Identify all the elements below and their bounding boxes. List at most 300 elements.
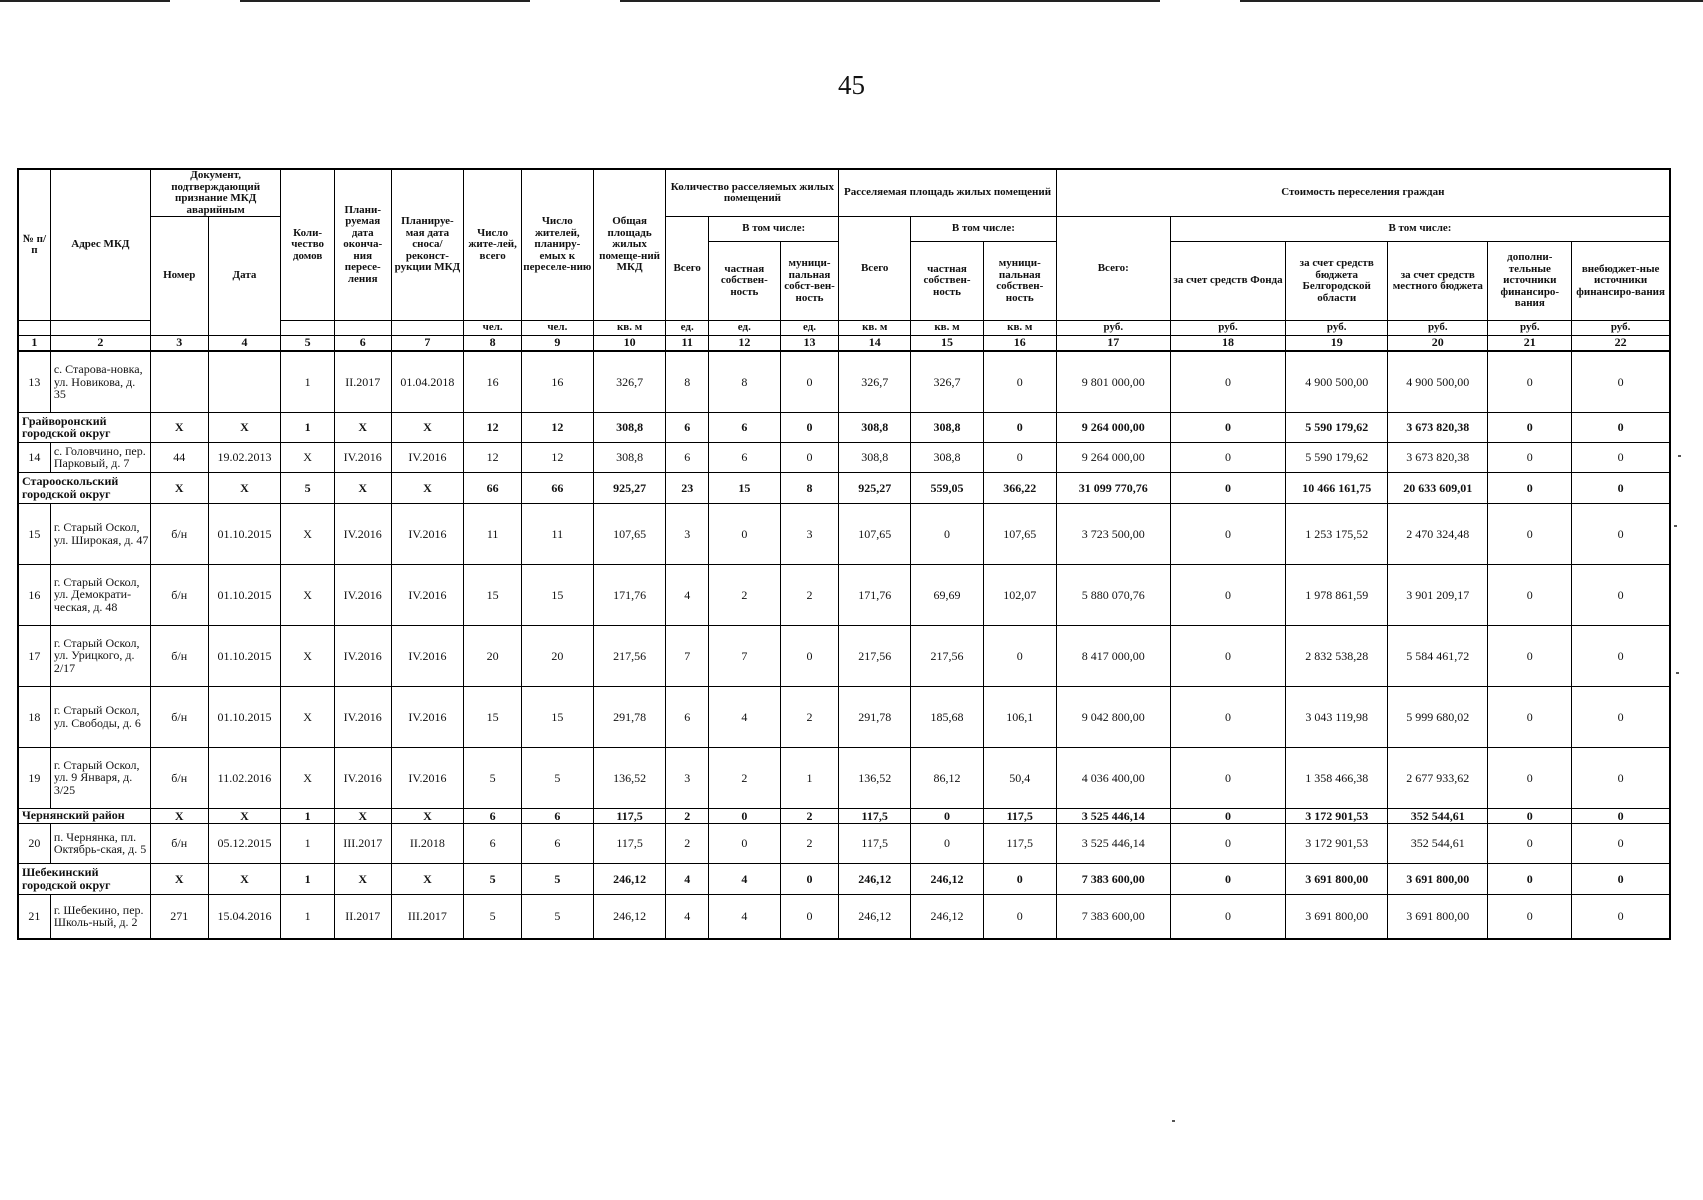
table-cell: 6 [666,412,708,442]
table-cell: X [281,686,335,747]
table-cell: 3 673 820,38 [1388,412,1488,442]
table-cell: 6 [708,412,780,442]
table-cell: X [391,412,464,442]
table-cell: X [281,442,335,472]
table-cell: 0 [1572,564,1670,625]
table-cell: 9 042 800,00 [1056,686,1170,747]
table-cell: X [391,863,464,894]
table-cell: 308,8 [911,412,984,442]
table-cell: 4 [708,894,780,939]
header-residents-total: Число жите-лей, всего [464,169,522,321]
unit-cell: ед. [780,321,839,336]
units-cell [50,321,150,336]
table-cell: 0 [1572,863,1670,894]
table-cell: 308,8 [911,442,984,472]
table-cell: 0 [1488,894,1572,939]
table-cell: 3 673 820,38 [1388,442,1488,472]
table-cell: 117,5 [593,823,666,863]
table-cell: 0 [1572,351,1670,412]
table-cell: 1 [281,894,335,939]
table-cell: 6 [521,808,593,823]
table-cell: 326,7 [839,351,911,412]
table-cell: X [150,472,208,503]
table-cell: X [281,625,335,686]
table-cell: 5 [464,894,522,939]
table-cell: 0 [1572,503,1670,564]
table-cell: X [334,412,391,442]
table-cell: 352 544,61 [1388,808,1488,823]
table-row [18,747,1670,808]
table-cell: 11.02.2016 [208,747,281,808]
table-cell: 291,78 [593,686,666,747]
table-cell: 217,56 [839,625,911,686]
table-cell: 9 801 000,00 [1056,351,1170,412]
table-cell: 5 584 461,72 [1388,625,1488,686]
table-cell: 3 172 901,53 [1286,823,1388,863]
table-cell: 5 [281,472,335,503]
table-cell: 4 900 500,00 [1286,351,1388,412]
table-cell: 102,07 [983,564,1056,625]
table-cell: 1 [780,747,839,808]
header-premises-incl: В том числе: [708,217,838,242]
address-cell: г. Старый Оскол, ул. Широкая, д. 47 [50,503,150,564]
resettlement-table [17,168,1671,940]
table-cell: 0 [1488,808,1572,823]
header-area-total: Всего [839,217,911,321]
column-number: 4 [208,336,281,352]
table-cell: 0 [1572,412,1670,442]
table-cell: 8 [666,351,708,412]
header-planned-demolition: Планируе-мая дата сноса/ реконст-рукции МКД [391,169,464,321]
column-number: 15 [911,336,984,352]
table-cell: 0 [1488,472,1572,503]
header-houses: Коли-чество домов [281,169,335,321]
table-cell: 117,5 [839,808,911,823]
table-cell: б/н [150,564,208,625]
units-cell [281,321,335,336]
table-row [18,503,1670,564]
table-cell: 0 [911,503,984,564]
table-cell: X [281,564,335,625]
table-cell: 6 [666,442,708,472]
table-cell: 0 [1488,747,1572,808]
group-name: Чернянский район [18,808,150,823]
unit-cell: руб. [1170,321,1285,336]
table-cell: б/н [150,747,208,808]
table-cell: II.2017 [334,894,391,939]
scan-speck [1676,672,1679,674]
unit-cell: руб. [1286,321,1388,336]
table-cell: 50,4 [983,747,1056,808]
table-row [18,564,1670,625]
table-cell: 559,05 [911,472,984,503]
table-cell: 5 [464,863,522,894]
scan-speck [1172,1120,1175,1122]
table-cell: IV.2016 [391,564,464,625]
table-cell: 106,1 [983,686,1056,747]
table-cell: 15 [521,564,593,625]
table-cell: 7 [666,625,708,686]
table-row [18,625,1670,686]
table-cell: 2 [780,823,839,863]
table-cell: 6 [666,686,708,747]
table-cell: 107,65 [593,503,666,564]
table-cell: 3 723 500,00 [1056,503,1170,564]
table-cell: 0 [1572,686,1670,747]
header-cost-region: за счет средств бюджета Белгородской области [1286,242,1388,321]
table-cell: 6 [708,442,780,472]
table-cell: IV.2016 [334,747,391,808]
table-cell: 4 [666,894,708,939]
table-cell: 0 [1488,503,1572,564]
scan-speck [1678,455,1681,457]
table-row [18,351,1670,412]
page-number: 45 [838,70,865,100]
table-cell: 0 [1488,686,1572,747]
table-cell: 326,7 [911,351,984,412]
header-address: Адрес МКД [50,169,150,321]
header-premises: Количество расселяемых жилых помещений [666,169,839,217]
table-cell: 3 525 446,14 [1056,808,1170,823]
unit-cell: руб. [1388,321,1488,336]
table-cell: 0 [1488,564,1572,625]
table-cell: 1 253 175,52 [1286,503,1388,564]
table-cell: 366,22 [983,472,1056,503]
table-cell: 308,8 [593,412,666,442]
unit-cell: ед. [666,321,708,336]
table-cell: 15 [464,564,522,625]
address-cell: с. Старова-новка, ул. Новикова, д. 35 [50,351,150,412]
table-cell: 15.04.2016 [208,894,281,939]
header-cost-offbudget: внебюджет-ные источники финансиро-вания [1572,242,1670,321]
table-cell: 2 [708,564,780,625]
header-premises-municipal: муници-пальная собст-вен-ность [780,242,839,321]
row-number: 16 [18,564,50,625]
table-cell: IV.2016 [334,564,391,625]
row-number: 17 [18,625,50,686]
table-cell: 23 [666,472,708,503]
table-cell: 3 [666,747,708,808]
table-cell: 0 [1170,503,1285,564]
header-premises-total: Всего [666,217,708,321]
table-cell: 16 [464,351,522,412]
table-cell: 0 [983,412,1056,442]
table-cell: 925,27 [593,472,666,503]
table-cell: X [150,412,208,442]
row-number: 13 [18,351,50,412]
header-doc-date: Дата [208,217,281,336]
table-cell: 12 [464,412,522,442]
table-cell: 0 [983,863,1056,894]
table-cell: X [281,747,335,808]
table-row [18,686,1670,747]
table-cell: 5 [464,747,522,808]
table-cell: 0 [1170,808,1285,823]
table-cell: 0 [780,625,839,686]
table-cell: 7 [708,625,780,686]
table-cell: 0 [708,503,780,564]
group-row [18,412,1670,442]
table-cell: 246,12 [839,894,911,939]
table-cell: 107,65 [839,503,911,564]
table-cell: IV.2016 [334,503,391,564]
address-cell: п. Чернянка, пл. Октябрь-ская, д. 5 [50,823,150,863]
column-number: 22 [1572,336,1670,352]
table-cell: 0 [1488,442,1572,472]
column-number: 11 [666,336,708,352]
table-cell: 1 978 861,59 [1286,564,1388,625]
units-cell [391,321,464,336]
table-cell: 4 900 500,00 [1388,351,1488,412]
table-cell: 6 [521,823,593,863]
table-cell: 2 [708,747,780,808]
table-cell: IV.2016 [391,442,464,472]
table-cell: 1 [281,863,335,894]
table-cell: 4 [708,686,780,747]
address-cell: г. Старый Оскол, ул. Свободы, д. 6 [50,686,150,747]
table-cell: 0 [1572,808,1670,823]
table-cell: X [150,863,208,894]
column-number: 16 [983,336,1056,352]
column-number: 10 [593,336,666,352]
address-cell: с. Головчино, пер. Парковый, д. 7 [50,442,150,472]
header-cost-incl: В том числе: [1170,217,1670,242]
row-number: 19 [18,747,50,808]
table-cell: б/н [150,686,208,747]
table-cell: 0 [1170,472,1285,503]
address-cell: г. Старый Оскол, ул. Урицкого, д. 2/17 [50,625,150,686]
unit-cell: чел. [521,321,593,336]
column-number: 2 [50,336,150,352]
table-cell: 8 417 000,00 [1056,625,1170,686]
header-area-incl: В том числе: [911,217,1057,242]
table-cell: IV.2016 [391,686,464,747]
table-cell: 15 [464,686,522,747]
table-cell: 271 [150,894,208,939]
table-cell: 20 [521,625,593,686]
table-cell: б/н [150,823,208,863]
table-cell: 217,56 [593,625,666,686]
table-cell: 5 590 179,62 [1286,442,1388,472]
unit-cell: руб. [1488,321,1572,336]
table-cell: 0 [1170,564,1285,625]
table-cell: 6 [464,823,522,863]
table-cell: 0 [1170,442,1285,472]
group-row [18,863,1670,894]
header-num: № п/п [18,169,50,321]
table-cell: 0 [780,863,839,894]
table-cell: 0 [1170,686,1285,747]
table-cell: 3 691 800,00 [1286,894,1388,939]
header-area-municipal: муници-пальная собствен-ность [983,242,1056,321]
row-number: 21 [18,894,50,939]
table-cell: 4 [666,863,708,894]
table-cell [150,351,208,412]
unit-cell: ед. [708,321,780,336]
table-cell: 5 590 179,62 [1286,412,1388,442]
unit-cell: кв. м [983,321,1056,336]
table-cell: 0 [983,442,1056,472]
unit-cell: кв. м [593,321,666,336]
table-cell: X [391,808,464,823]
table-cell: б/н [150,625,208,686]
group-name: Старооскольский городской округ [18,472,150,503]
unit-cell: руб. [1572,321,1670,336]
column-number: 9 [521,336,593,352]
table-cell: 5 880 070,76 [1056,564,1170,625]
table-cell: 69,69 [911,564,984,625]
table-cell: 246,12 [593,863,666,894]
table-cell: 171,76 [839,564,911,625]
table-cell: 12 [521,442,593,472]
table-cell: IV.2016 [334,686,391,747]
table-cell: 66 [521,472,593,503]
table-cell: 8 [780,472,839,503]
header-cost: Стоимость переселения граждан [1056,169,1670,217]
table-cell: 2 832 538,28 [1286,625,1388,686]
table-cell: 1 [281,808,335,823]
row-number: 15 [18,503,50,564]
table-cell: IV.2016 [391,503,464,564]
table-cell: 0 [983,625,1056,686]
column-number: 14 [839,336,911,352]
header-cost-total: Всего: [1056,217,1170,321]
table-cell: 0 [1170,747,1285,808]
column-number: 19 [1286,336,1388,352]
unit-cell: кв. м [911,321,984,336]
table-cell: 01.04.2018 [391,351,464,412]
table-cell: 8 [708,351,780,412]
table-cell: 925,27 [839,472,911,503]
table-cell: 326,7 [593,351,666,412]
table-cell: 7 383 600,00 [1056,894,1170,939]
table-cell: II.2017 [334,351,391,412]
column-number: 6 [334,336,391,352]
table-cell: 12 [464,442,522,472]
table-row [18,894,1670,939]
table-row [18,823,1670,863]
table-cell: 0 [1488,351,1572,412]
table-cell: 0 [1170,412,1285,442]
column-number: 1 [18,336,50,352]
table-cell: 20 [464,625,522,686]
table-cell: 2 [780,564,839,625]
table-cell: 01.10.2015 [208,625,281,686]
table-cell: III.2017 [334,823,391,863]
table-cell: 0 [1170,351,1285,412]
column-number: 7 [391,336,464,352]
table-cell: 136,52 [839,747,911,808]
column-number: 18 [1170,336,1285,352]
table-cell: 5 999 680,02 [1388,686,1488,747]
column-number: 21 [1488,336,1572,352]
table-cell: 0 [1572,625,1670,686]
table-cell: 0 [1170,894,1285,939]
table-cell: 11 [464,503,522,564]
table-cell: 66 [464,472,522,503]
table-body [18,351,1670,939]
header-cost-fund: за счет средств Фонда [1170,242,1285,321]
table-cell: 2 [780,686,839,747]
table-cell: 291,78 [839,686,911,747]
table-cell: 3 691 800,00 [1388,863,1488,894]
table-cell: 0 [780,894,839,939]
table-cell: 0 [983,351,1056,412]
header-planned-end: Плани-руемая дата оконча-ния пересе-ления [334,169,391,321]
table-cell: 0 [1572,894,1670,939]
table-cell: 1 [281,823,335,863]
table-cell: 86,12 [911,747,984,808]
table-cell: 0 [1170,823,1285,863]
table-cell: X [208,472,281,503]
column-number: 13 [780,336,839,352]
table-cell: 308,8 [593,442,666,472]
table-cell: 0 [708,808,780,823]
table-cell: 3 043 119,98 [1286,686,1388,747]
top-rule [0,0,1703,2]
table-cell: 3 [780,503,839,564]
table-cell: X [208,412,281,442]
table-cell: 2 677 933,62 [1388,747,1488,808]
table-cell: 0 [780,412,839,442]
table-cell: 01.10.2015 [208,564,281,625]
table-cell: 0 [1170,625,1285,686]
table-cell: 2 [666,823,708,863]
unit-cell: чел. [464,321,522,336]
table-cell: X [334,472,391,503]
table-cell: 117,5 [983,823,1056,863]
table-cell: 4 036 400,00 [1056,747,1170,808]
table-cell: 0 [1488,412,1572,442]
header-area: Расселяемая площадь жилых помещений [839,169,1056,217]
scan-speck [1674,525,1677,527]
column-number: 17 [1056,336,1170,352]
table-cell: X [281,503,335,564]
table-cell: IV.2016 [391,625,464,686]
table-cell: 0 [1572,823,1670,863]
table-cell: б/н [150,503,208,564]
table-cell: IV.2016 [334,625,391,686]
table-cell [208,351,281,412]
table-cell: 11 [521,503,593,564]
table-cell: 136,52 [593,747,666,808]
column-number: 20 [1388,336,1488,352]
table-cell: 5 [521,747,593,808]
table-cell: 0 [1488,625,1572,686]
table-cell: 246,12 [911,863,984,894]
units-cell [334,321,391,336]
table-cell: 4 [708,863,780,894]
table-cell: 246,12 [911,894,984,939]
header-cost-additional: дополни-тельные источники финансиро-вания [1488,242,1572,321]
unit-cell: кв. м [839,321,911,336]
table-cell: 3 901 209,17 [1388,564,1488,625]
row-number: 14 [18,442,50,472]
table-cell: 0 [780,351,839,412]
table-cell: 12 [521,412,593,442]
row-number: 20 [18,823,50,863]
table-cell: 246,12 [839,863,911,894]
group-row [18,472,1670,503]
table-cell: 246,12 [593,894,666,939]
table-row [18,442,1670,472]
table-cell: 308,8 [839,442,911,472]
table-cell: 0 [780,442,839,472]
group-name: Грайворонский городской округ [18,412,150,442]
header-area-private: частная собствен-ность [911,242,984,321]
table-cell: 7 383 600,00 [1056,863,1170,894]
table-cell: 3 691 800,00 [1388,894,1488,939]
